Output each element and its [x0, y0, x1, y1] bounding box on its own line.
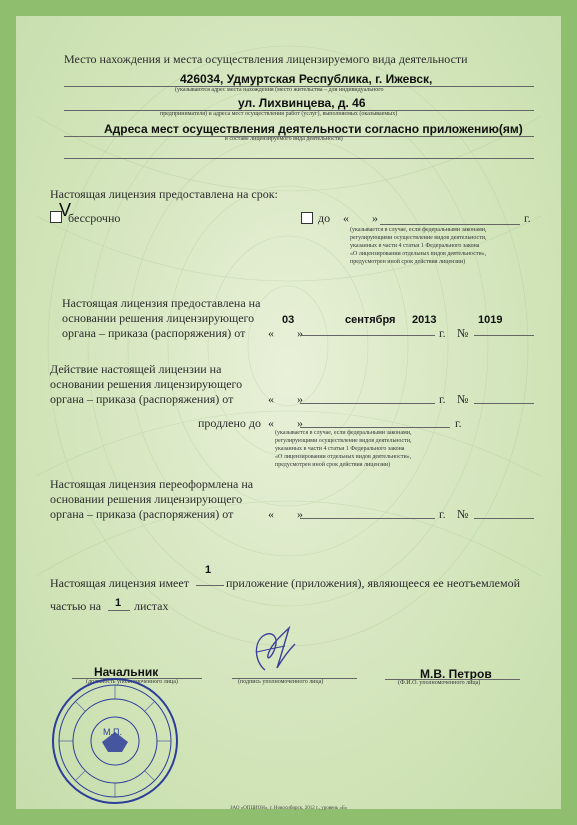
granted-number-sign: № — [457, 326, 469, 340]
reissued-text: Настоящая лицензия переоформлена на основании решения лицензирующего органа – приказа (распоряжения) от — [50, 477, 254, 521]
address-hint-3: в составе лицензируемого вида деятельности) — [225, 136, 343, 142]
appendix-count: 1 — [205, 564, 212, 576]
part-count-line — [108, 610, 130, 611]
address-hint-1: (указываются адрес места нахождения (место жительства – для индивидуального — [175, 87, 384, 93]
footer-printer-info: ЗАО «ОПЦИОН», г. Новосибирск, 2012 г., уровень «Б» — [230, 806, 348, 811]
validity-quote-open: « — [268, 392, 274, 406]
until-quote-close: » — [372, 211, 378, 225]
granted-year: 2013 — [412, 314, 437, 326]
until-date-line — [380, 224, 520, 225]
granted-text: Настоящая лицензия предоставлена на основании решения лицензирующего органа – приказа (распоряжения) от — [62, 296, 261, 340]
validity-date-line — [300, 403, 435, 404]
address-underline-4 — [64, 158, 534, 159]
granted-year-suffix: г. — [439, 326, 446, 340]
validity-year-suffix: г. — [439, 392, 446, 406]
position-hint: (должность уполномоченного лица) — [86, 679, 178, 685]
official-stamp — [50, 676, 180, 806]
reissued-year-suffix: г. — [439, 507, 446, 521]
check-mark: V — [59, 200, 72, 220]
granted-month: сентября — [345, 314, 396, 326]
reissued-number-sign: № — [457, 507, 469, 521]
validity-quote-close: » — [297, 392, 303, 406]
address-line-3: Адреса мест осуществления деятельности согласно приложению(ям) — [104, 122, 523, 136]
validity-number-sign: № — [457, 392, 469, 406]
indefinite-label: бессрочно — [68, 211, 121, 225]
name-hint: (Ф.И.О. уполномоченного лица) — [398, 680, 481, 686]
address-line-2: ул. Лихвинцева, д. 46 — [238, 96, 366, 110]
until-quote-open: « — [343, 211, 349, 225]
extended-quote-open: « — [268, 416, 274, 430]
until-checkbox — [301, 212, 313, 224]
term-heading: Настоящая лицензия предоставлена на срок: — [50, 187, 278, 201]
granted-number-line — [474, 335, 534, 336]
position-label: Начальник — [94, 665, 159, 679]
granted-number: 1019 — [478, 314, 503, 326]
handwritten-signature — [245, 622, 305, 680]
reissued-quote-open: « — [268, 507, 274, 521]
official-name: М.В. Петров — [420, 667, 492, 681]
reissued-number-line — [474, 518, 534, 519]
appendix-count-line — [196, 585, 224, 586]
granted-quote-open: « — [268, 326, 274, 340]
until-label: до — [318, 211, 331, 225]
appendix-prefix: Настоящая лицензия имеет — [50, 576, 189, 590]
part-suffix: листах — [134, 599, 169, 613]
granted-date-line — [300, 335, 435, 336]
reissued-quote-close: » — [297, 507, 303, 521]
reissued-date-line — [300, 518, 435, 519]
until-year: г. — [524, 211, 531, 225]
extended-label: продлено до — [198, 416, 262, 430]
extended-note: (указывается в случае, если федеральными законами, регулирующими осуществление видов деятельности, указанных в части 4 статьи 1 Федерального закона «О лицензировании отдельных видов деятельности», предусмотрен иной срок действия лицензии) — [275, 430, 412, 468]
address-line-1: 426034, Удмуртская Республика, г. Ижевск, — [180, 72, 433, 86]
appendix-suffix: приложение (приложения), являющееся ее неотъемлемой — [226, 576, 520, 590]
granted-quote-close: » — [297, 326, 303, 340]
extended-quote-close: » — [297, 416, 303, 430]
address-hint-2: предпринимателя) и адреса мест осуществления работ (услуг), выполняемых (оказываемых) — [160, 111, 398, 117]
stamp-center-label: М.П. — [103, 727, 122, 737]
signature-hint: (подпись уполномоченного лица) — [238, 679, 324, 685]
validity-text: Действие настоящей лицензии на основании решения лицензирующего органа – приказа (распоряжения) от — [50, 362, 243, 406]
part-prefix: частью на — [50, 599, 102, 613]
place-heading: Место нахождения и места осуществления лицензируемого вида деятельности — [64, 52, 468, 66]
term-note: (указывается в случае, если федеральными законами, регулирующими осуществление видов деятельности, указанных в части 4 статьи 1 Федерального закона «О лицензировании отдельных видов деятельности», предусмотрен иной срок действия лицензии) — [350, 227, 487, 265]
extended-date-line — [300, 427, 450, 428]
extended-year-suffix: г. — [455, 416, 462, 430]
validity-number-line — [474, 403, 534, 404]
granted-day: 03 — [282, 314, 295, 326]
part-count: 1 — [115, 597, 122, 609]
